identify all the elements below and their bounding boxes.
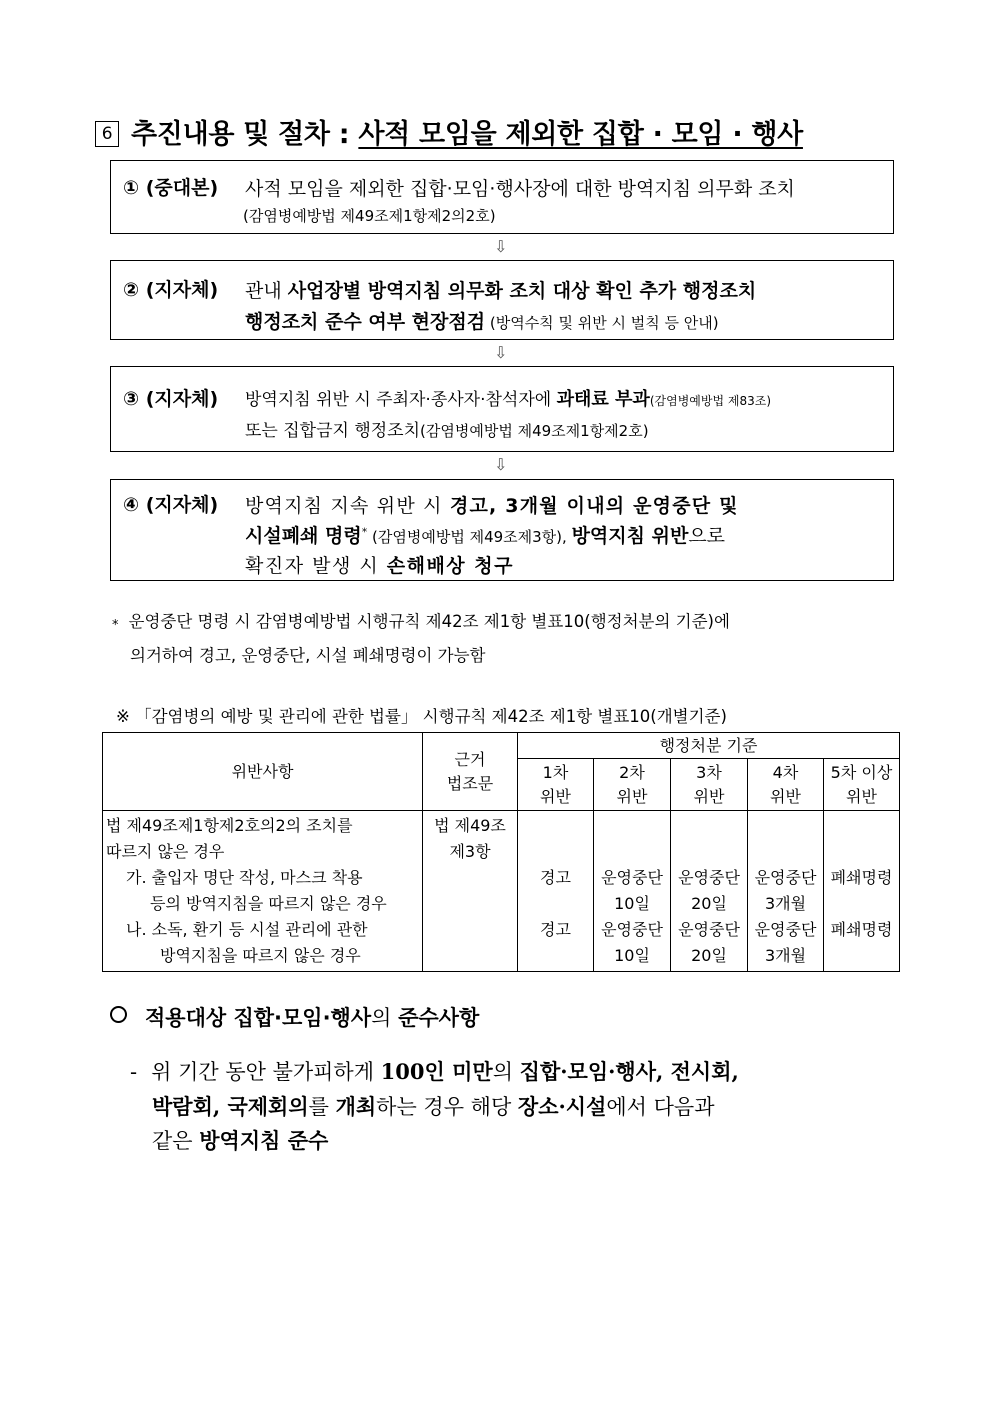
section-number: 6 [95, 121, 119, 147]
step-1-line-2: (감염병예방법 제49조제1항제2의2호) [243, 207, 496, 225]
circle-bullet-icon [110, 1006, 127, 1023]
step-2-line-2: 행정조치 준수 여부 현장점검 (방역수칙 및 위반 시 벌칙 등 안내) [245, 311, 719, 333]
table-header-row [103, 733, 900, 759]
step-4-line-1: 방역지침 지속 위반 시 경고, 3개월 이내의 운영중단 및 [245, 495, 739, 517]
header-basis: 근거 법조문 [423, 733, 518, 811]
header-2nd: 2차 위반 [594, 759, 671, 811]
down-arrow-icon: ⇩ [494, 237, 508, 256]
penalty-1st-cell: 경고 경고 [518, 811, 594, 972]
down-arrow-icon: ⇩ [494, 455, 508, 474]
step-box-1 [110, 160, 894, 234]
bullet-heading: 적용대상 집합·모임·행사의 준수사항 [110, 1002, 479, 1032]
step-4-line-3: 확진자 발생 시 손해배상 청구 [245, 555, 514, 577]
down-arrow-icon: ⇩ [494, 343, 508, 362]
step-3-lead: ③ (지자체) [123, 388, 219, 410]
section-title-subject: 사적 모임을 제외한 집합 · 모임 · 행사 [358, 119, 803, 150]
step-1-line-1: 사적 모임을 제외한 집합·모임·행사장에 대한 방역지침 의무화 조치 [245, 178, 795, 200]
step-2-line-1: 관내 사업장별 방역지침 의무화 조치 대상 확인 추가 행정조치 [245, 280, 757, 302]
dash-item-line-3: 같은 방역지침 준수 [152, 1128, 329, 1153]
penalty-4th-cell: 운영중단 3개월 운영중단 3개월 [748, 811, 824, 972]
step-box-3 [110, 366, 894, 452]
step-box-2 [110, 260, 894, 340]
penalty-standards-table [102, 732, 900, 972]
header-4th: 4차 위반 [748, 759, 824, 811]
dash-item-line-2: 박람회, 국제회의를 개최하는 경우 해당 장소·시설에서 다음과 [152, 1094, 715, 1119]
step-4-lead: ④ (지자체) [123, 494, 219, 516]
penalty-3rd-cell: 운영중단 20일 운영중단 20일 [671, 811, 748, 972]
step-3-line-1: 방역지침 위반 시 주최자·종사자·참석자에 과태료 부과(감염병예방법 제83조) [245, 389, 772, 410]
header-violation: 위반사항 [103, 733, 423, 811]
header-5th: 5차 이상 위반 [824, 759, 900, 811]
footnote-line-1: * 운영중단 명령 시 감염병예방법 시행규칙 제42조 제1항 별표10(행정처분의 기준)에 [112, 612, 730, 633]
header-3rd: 3차 위반 [671, 759, 748, 811]
step-1-lead: ① (중대본) [123, 177, 219, 199]
penalty-2nd-cell: 운영중단 10일 운영중단 10일 [594, 811, 671, 972]
header-penalty-group: 행정처분 기준 [518, 733, 900, 759]
step-2-lead: ② (지자체) [123, 279, 219, 301]
section-title-prefix: 추진내용 및 절차 : [131, 119, 359, 150]
table-caption: ※ 「감염병의 예방 및 관리에 관한 법률」 시행규칙 제42조 제1항 별표10(개별기준) [116, 707, 727, 726]
violation-cell: 법 제49조제1항제2호의2의 조치를 따르지 않은 경우 가. 출입자 명단 작성, 마스크 착용 등의 방역지침을 따르지 않은 경우 나. 소독, 환기 등 시설 관리에 관한 방역지침을 따르지 않은 경우 [103, 811, 423, 972]
table-row [103, 811, 900, 972]
step-4-line-2: 시설폐쇄 명령* (감염병예방법 제49조제3항), 방역지침 위반으로 [245, 525, 726, 547]
section-title [95, 112, 803, 151]
dash-item-line-1: - 위 기간 동안 불가피하게 100인 미만의 집합·모임·행사, 전시회, [130, 1059, 739, 1084]
header-1st: 1차 위반 [518, 759, 594, 811]
penalty-5th-cell: 폐쇄명령 폐쇄명령 [824, 811, 900, 972]
step-box-4 [110, 479, 894, 581]
basis-cell: 법 제49조 제3항 [423, 811, 518, 972]
step-3-line-2: 또는 집합금지 행정조치(감염병예방법 제49조제1항제2호) [245, 421, 649, 441]
footnote-line-2: 의거하여 경고, 운영중단, 시설 폐쇄명령이 가능함 [130, 646, 486, 665]
